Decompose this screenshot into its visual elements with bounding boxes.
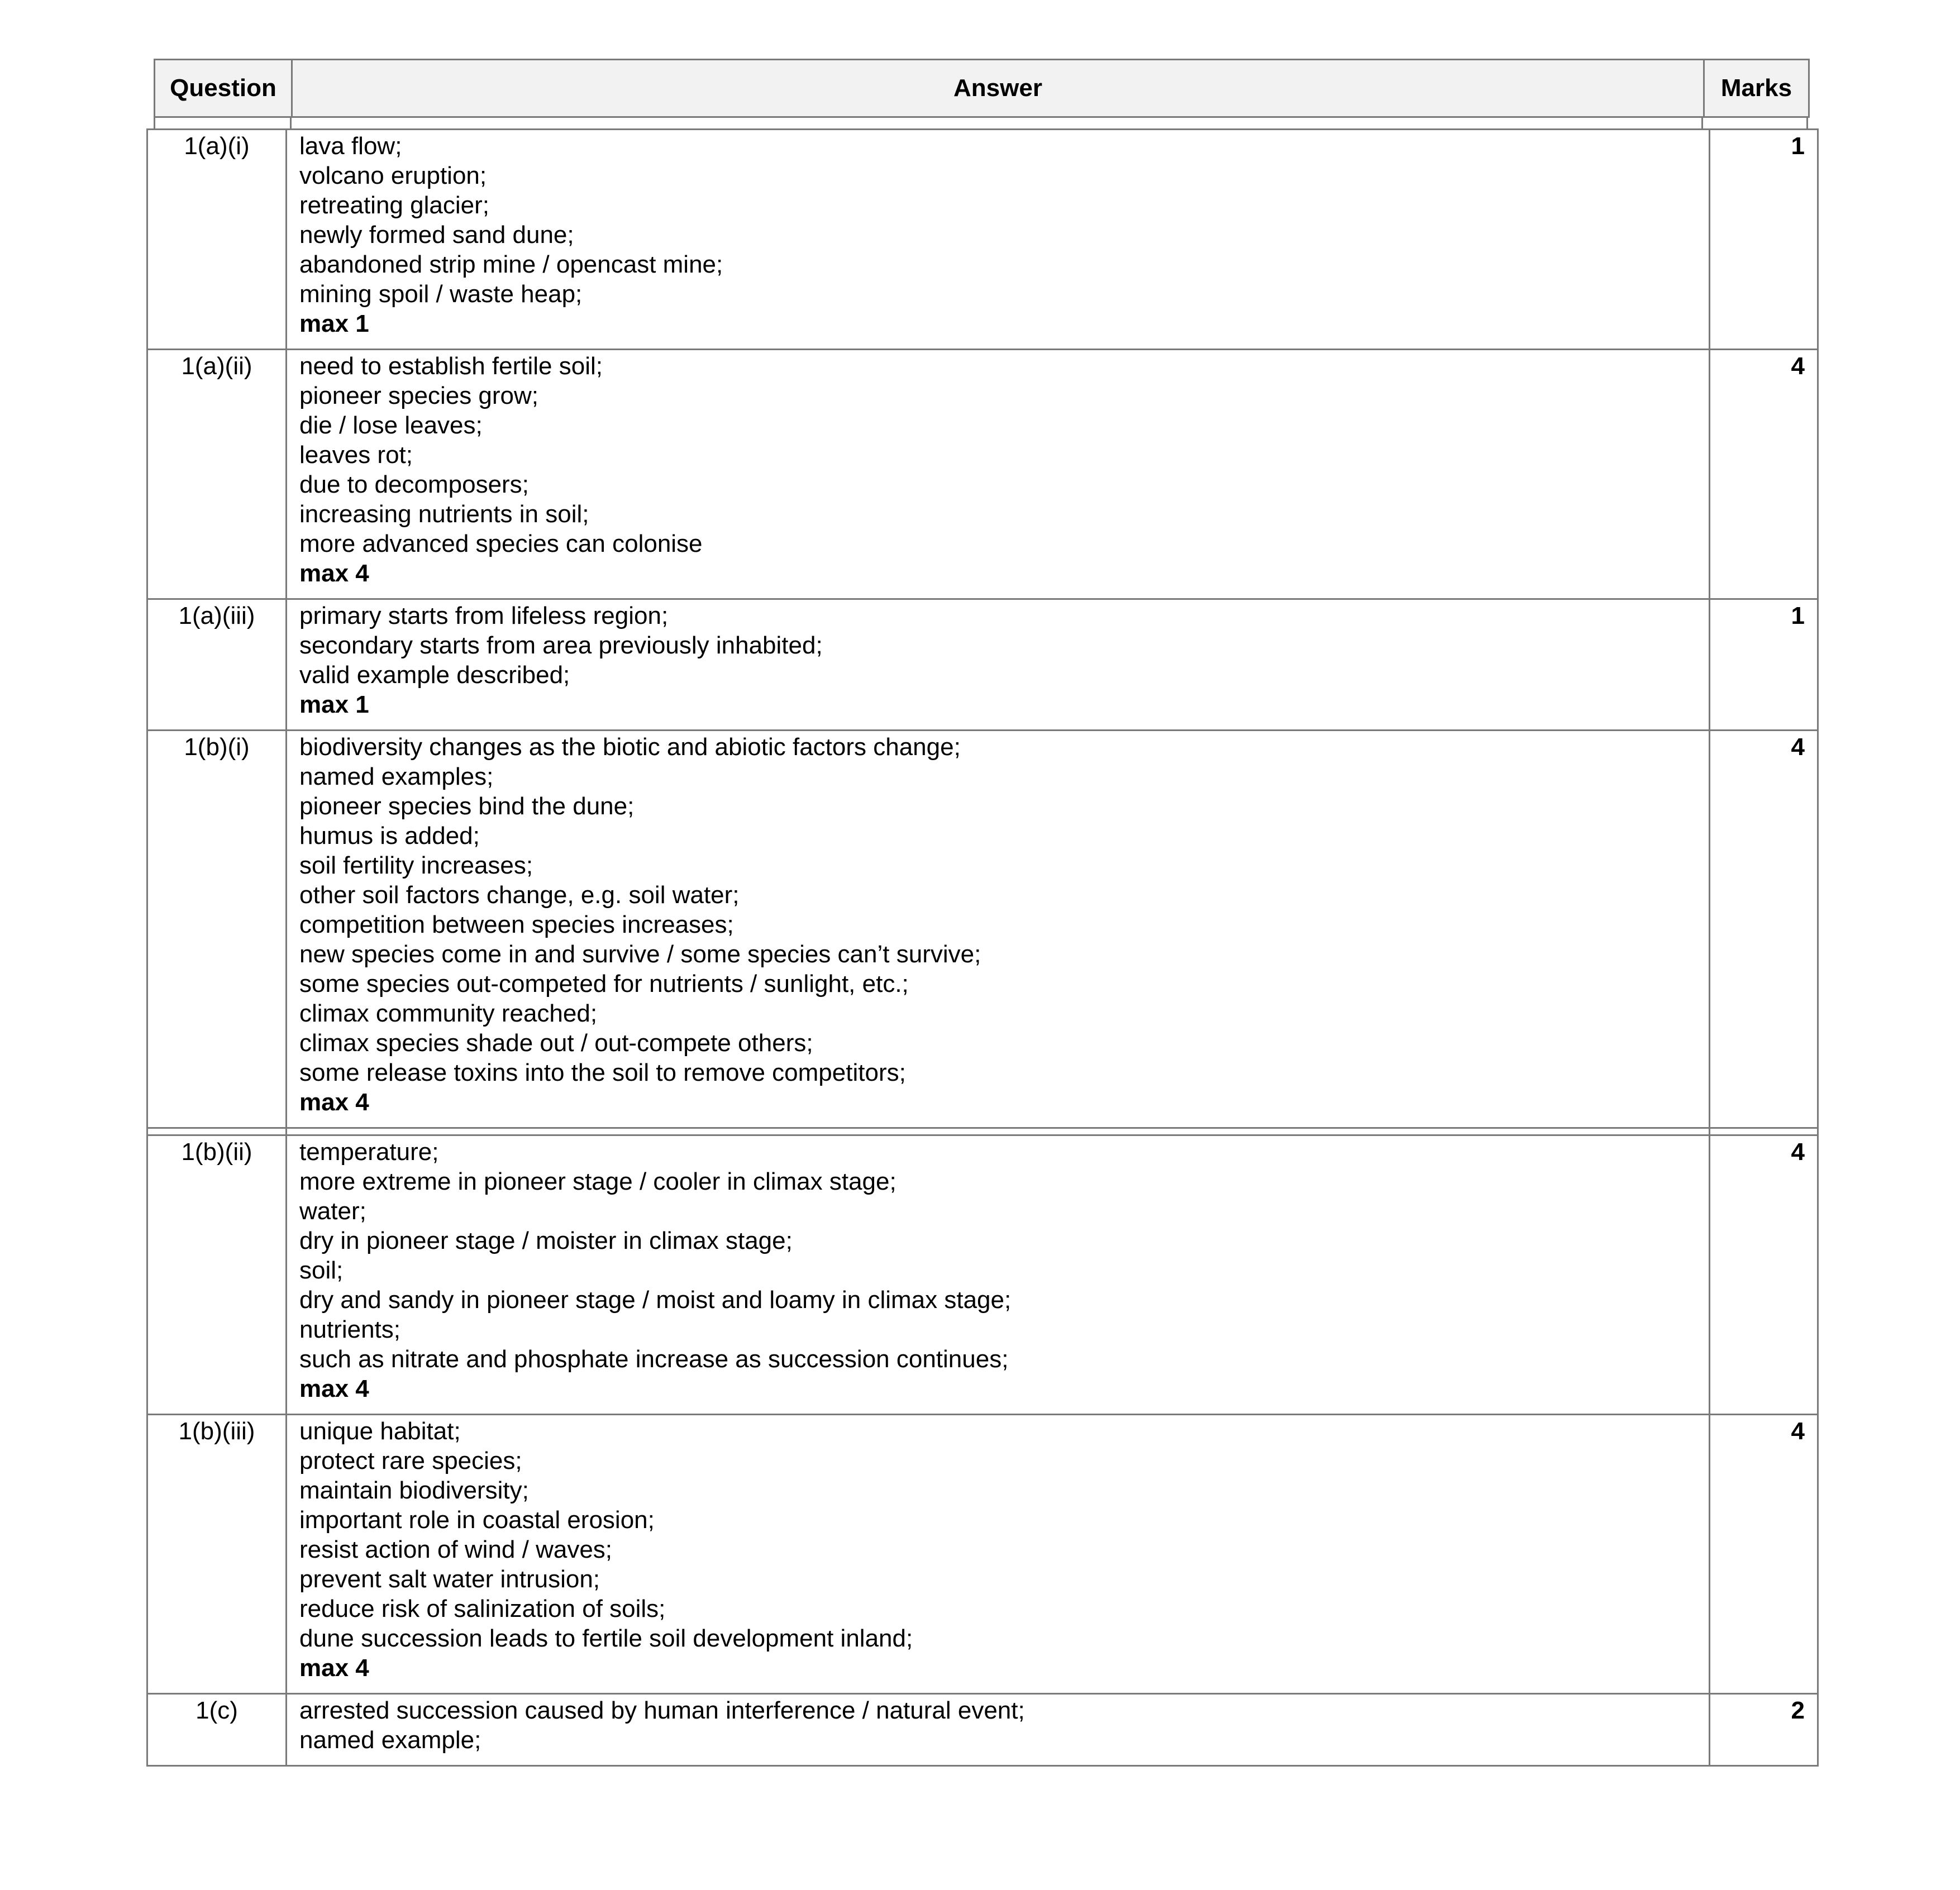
question-column-header: Question — [155, 60, 292, 117]
marks-value: 1 — [1710, 599, 1818, 731]
marks-value: 2 — [1710, 1694, 1818, 1766]
answer-point: lava flow; — [299, 132, 402, 160]
answer-point: some release toxins into the soil to remove competitors; — [299, 1059, 906, 1086]
answer-point: more extreme in pioneer stage / cooler in climax stage; — [299, 1168, 896, 1195]
max-marks-note: max 1 — [299, 310, 369, 337]
answer-point: climax community reached; — [299, 1000, 598, 1027]
answer-point: soil; — [299, 1257, 344, 1284]
answer-point: soil fertility increases; — [299, 852, 533, 879]
answer-point: mining spoil / waste heap; — [299, 280, 583, 308]
answer-point: humus is added; — [299, 822, 480, 849]
question-number: 1(a)(ii) — [147, 350, 287, 599]
max-marks-note: max 4 — [299, 560, 369, 587]
table-row — [147, 731, 1818, 1128]
answer-point: nutrients; — [299, 1316, 400, 1343]
answer-point: named examples; — [299, 763, 494, 790]
answer-point: maintain biodiversity; — [299, 1477, 529, 1504]
answer-point: arrested succession caused by human interference / natural event; — [299, 1697, 1025, 1724]
mark-scheme-header — [154, 59, 1810, 118]
answer-point: dry in pioneer stage / moister in climax stage; — [299, 1227, 793, 1254]
question-number: 1(a)(i) — [147, 130, 287, 350]
answer-cell — [287, 1135, 1710, 1415]
table-row — [147, 1694, 1818, 1766]
answer-point: new species come in and survive / some species can’t survive; — [299, 941, 981, 968]
question-number: 1(b)(ii) — [147, 1135, 287, 1415]
answer-point: prevent salt water intrusion; — [299, 1566, 600, 1593]
question-number: 1(c) — [147, 1694, 287, 1766]
separator-cell — [287, 1128, 1710, 1135]
answer-point: temperature; — [299, 1138, 439, 1166]
table-row — [147, 350, 1818, 599]
answer-point: reduce risk of salinization of soils; — [299, 1595, 666, 1622]
answer-point: other soil factors change, e.g. soil water; — [299, 881, 740, 909]
answer-cell — [287, 1694, 1710, 1766]
answer-point: abandoned strip mine / opencast mine; — [299, 251, 723, 278]
answer-point: leaves rot; — [299, 441, 413, 469]
answer-point: resist action of wind / waves; — [299, 1536, 613, 1563]
header-divider — [154, 116, 155, 128]
answer-cell — [287, 350, 1710, 599]
question-number: 1(b)(iii) — [147, 1415, 287, 1694]
table-row — [147, 1135, 1818, 1415]
answer-point: dry and sandy in pioneer stage / moist and loamy in climax stage; — [299, 1286, 1012, 1314]
header-divider — [1806, 116, 1808, 128]
answer-point: valid example described; — [299, 661, 570, 689]
question-number: 1(a)(iii) — [147, 599, 287, 731]
marks-value: 1 — [1710, 130, 1818, 350]
header-divider — [1701, 116, 1703, 128]
mark-scheme-table — [146, 128, 1819, 1767]
marks-value: 4 — [1710, 731, 1818, 1128]
answer-point: retreating glacier; — [299, 192, 489, 219]
answer-point: due to decomposers; — [299, 471, 529, 498]
max-marks-note: max 4 — [299, 1654, 369, 1682]
answer-point: need to establish fertile soil; — [299, 352, 603, 380]
separator-cell — [1710, 1128, 1818, 1135]
row-separator — [147, 1128, 1818, 1135]
answer-point: unique habitat; — [299, 1417, 461, 1445]
answer-point: secondary starts from area previously inhabited; — [299, 632, 823, 659]
answer-point: more advanced species can colonise — [299, 530, 703, 557]
answer-point: pioneer species grow; — [299, 382, 539, 409]
table-row — [147, 599, 1818, 731]
answer-point: named example; — [299, 1726, 481, 1754]
answer-cell — [287, 731, 1710, 1128]
answer-point: increasing nutrients in soil; — [299, 500, 589, 528]
answer-point: newly formed sand dune; — [299, 221, 574, 249]
marks-column-header: Marks — [1704, 60, 1809, 117]
separator-cell — [147, 1128, 287, 1135]
answer-point: volcano eruption; — [299, 162, 487, 189]
answer-point: die / lose leaves; — [299, 412, 483, 439]
answer-cell — [287, 130, 1710, 350]
marks-value: 4 — [1710, 1415, 1818, 1694]
answer-point: primary starts from lifeless region; — [299, 602, 669, 629]
answer-point: climax species shade out / out-compete others; — [299, 1029, 813, 1057]
marks-value: 4 — [1710, 350, 1818, 599]
max-marks-note: max 4 — [299, 1375, 369, 1402]
header-divider — [290, 116, 292, 128]
answer-point: biodiversity changes as the biotic and abiotic factors change; — [299, 733, 961, 761]
answer-point: important role in coastal erosion; — [299, 1506, 655, 1534]
answer-point: competition between species increases; — [299, 911, 734, 938]
answer-point: water; — [299, 1197, 366, 1225]
marks-value: 4 — [1710, 1135, 1818, 1415]
answer-point: some species out-competed for nutrients / sunlight, etc.; — [299, 970, 909, 997]
question-number: 1(b)(i) — [147, 731, 287, 1128]
answer-point: pioneer species bind the dune; — [299, 793, 635, 820]
answer-point: dune succession leads to fertile soil development inland; — [299, 1625, 913, 1652]
answer-cell — [287, 599, 1710, 731]
table-row — [147, 130, 1818, 350]
answer-point: such as nitrate and phosphate increase as succession continues; — [299, 1345, 1009, 1373]
answer-column-header: Answer — [292, 60, 1704, 117]
max-marks-note: max 1 — [299, 691, 369, 718]
answer-cell — [287, 1415, 1710, 1694]
table-row — [147, 1415, 1818, 1694]
answer-point: protect rare species; — [299, 1447, 522, 1474]
max-marks-note: max 4 — [299, 1089, 369, 1116]
